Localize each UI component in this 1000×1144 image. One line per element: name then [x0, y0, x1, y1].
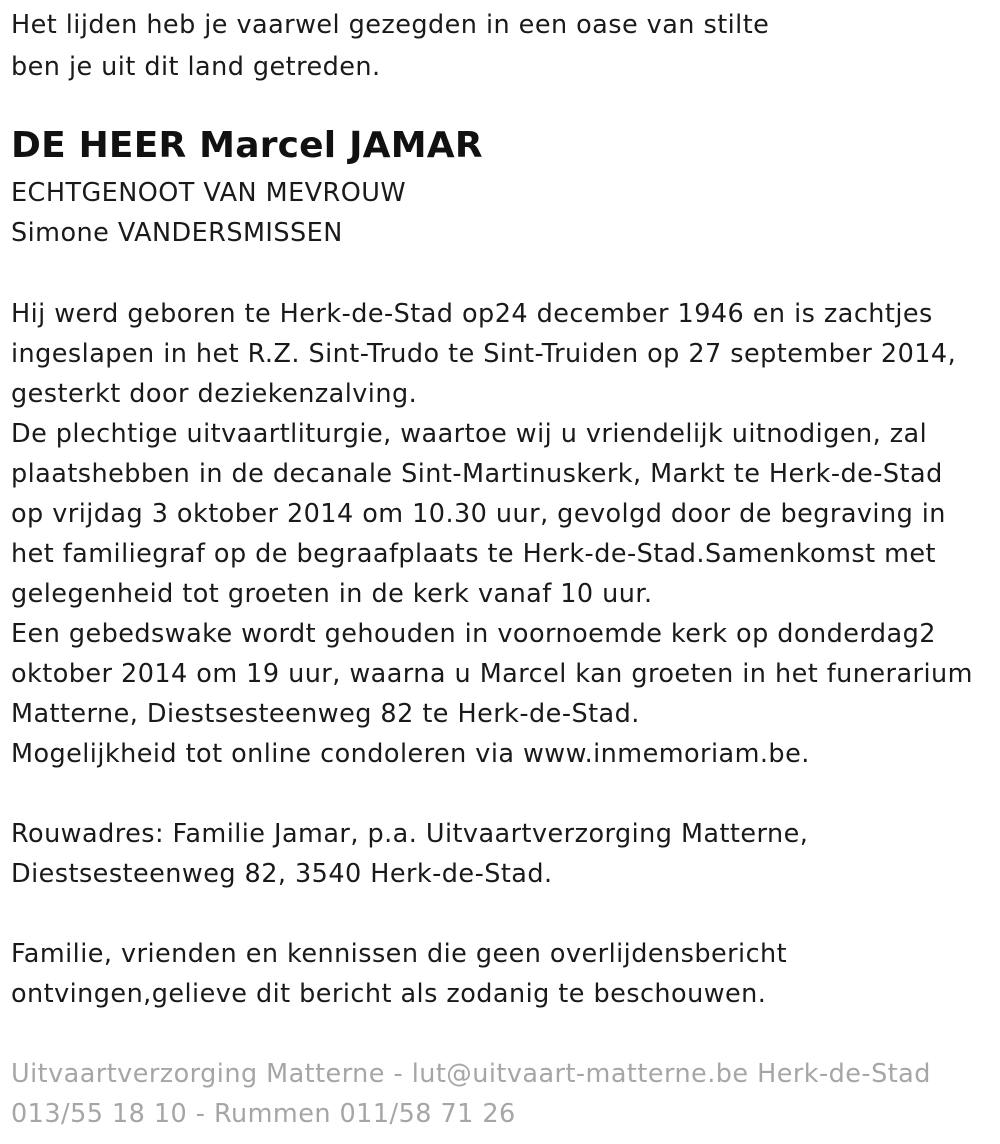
notice-line-2: ontvingen,gelieve dit bericht als zodanig te beschouwen.	[11, 979, 767, 1009]
body-line: plaatshebben in de decanale Sint-Martinuskerk, Markt te Herk-de-Stad	[11, 459, 943, 489]
body-line: oktober 2014 om 19 uur, waarna u Marcel kan groeten in het funerarium	[11, 659, 973, 689]
funeral-home-contact-line-2: 013/55 18 10 - Rummen 011/58 71 26	[11, 1099, 516, 1129]
mourning-address-line-1: Rouwadres: Familie Jamar, p.a. Uitvaartverzorging Matterne,	[11, 819, 809, 849]
body-line: Matterne, Diestsesteenweg 82 te Herk-de-Stad.	[11, 699, 640, 729]
spouse-label: ECHTGENOOT VAN MEVROUW	[11, 178, 407, 208]
deceased-name: DE HEER Marcel JAMAR	[11, 125, 483, 166]
body-line: De plechtige uitvaartliturgie, waartoe wij u vriendelijk uitnodigen, zal	[11, 419, 928, 449]
intro-verse-line-2: ben je uit dit land getreden.	[11, 52, 381, 82]
intro-verse-line-1: Het lijden heb je vaarwel gezegden in een oase van stilte	[11, 10, 770, 40]
body-line: gesterkt door deziekenzalving.	[11, 379, 418, 409]
body-line: Een gebedswake wordt gehouden in voornoemde kerk op donderdag2	[11, 619, 936, 649]
funeral-home-contact-line-1: Uitvaartverzorging Matterne - lut@uitvaart-matterne.be Herk-de-Stad	[11, 1059, 931, 1089]
body-line: op vrijdag 3 oktober 2014 om 10.30 uur, gevolgd door de begraving in	[11, 499, 946, 529]
body-line: ingeslapen in het R.Z. Sint-Trudo te Sint-Truiden op 27 september 2014,	[11, 339, 957, 369]
body-line: het familiegraf op de begraafplaats te Herk-de-Stad.Samenkomst met	[11, 539, 936, 569]
body-line: Hij werd geboren te Herk-de-Stad op24 december 1946 en is zachtjes	[11, 299, 933, 329]
spouse-name: Simone VANDERSMISSEN	[11, 218, 343, 248]
notice-line-1: Familie, vrienden en kennissen die geen overlijdensbericht	[11, 939, 788, 969]
body-line: Mogelijkheid tot online condoleren via www.inmemoriam.be.	[11, 739, 810, 769]
body-line: gelegenheid tot groeten in de kerk vanaf 10 uur.	[11, 579, 653, 609]
mourning-address-line-2: Diestsesteenweg 82, 3540 Herk-de-Stad.	[11, 859, 553, 889]
